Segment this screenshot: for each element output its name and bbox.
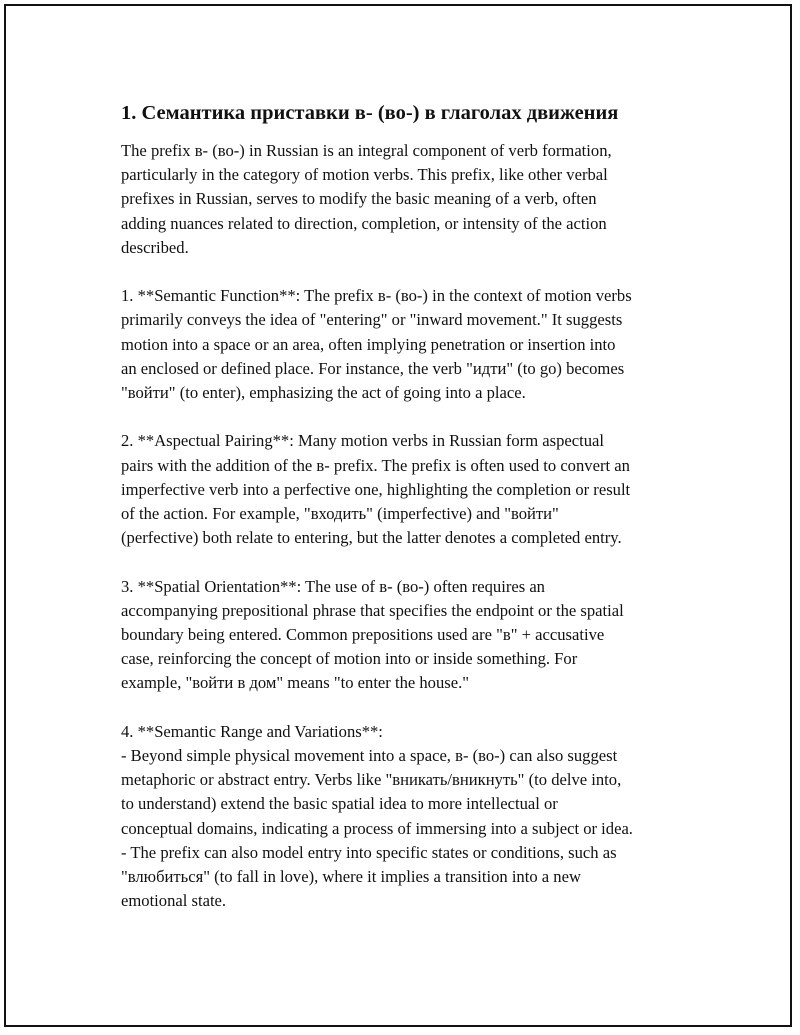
page-frame bbox=[4, 4, 792, 1027]
semantic-range-paragraph: 4. **Semantic Range and Variations**: - Beyond simple physical movement into a space, в- (во-) can also suggest metaphoric or abstract entry. Verbs like "вникать/вникнуть" (to delve into, to understand) extend the basic spatial idea to more intellectual or conceptual domains, indicating a process of immersing into a subject or idea. - The prefix can also model entry into specific states or conditions, such as "влюбиться" (to fall in love), where it implies a transition into a new emotional state. bbox=[121, 721, 633, 911]
semantic-function-paragraph: 1. **Semantic Function**: The prefix в- (во-) in the context of motion verbs primarily conveys the idea of "entering" or "inward movement." It suggests motion into a space or an area, often implying penetration or insertion into an enclosed or defined place. For instance, the verb "идти" (to go) becomes "войти" (to enter), emphasizing the act of going into a place. bbox=[121, 286, 632, 403]
spatial-orientation-paragraph: 3. **Spatial Orientation**: The use of в- (во-) often requires an accompanying prepositional phrase that specifies the endpoint or the spatial boundary being entered. Common prepositions used are "в" + accusative case, reinforcing the concept of motion into or inside something. For example, "войти в дом" means "to enter the house." bbox=[121, 576, 624, 693]
document-title: 1. Семантика приставки в- (во-) в глаголах движения bbox=[121, 102, 619, 124]
document-body bbox=[121, 101, 701, 913]
intro-paragraph: The prefix в- (во-) in Russian is an integral component of verb formation, particularly in the category of motion verbs. This prefix, like other verbal prefixes in Russian, serves to modify the basic meaning of a verb, often adding nuances related to direction, completion, or intensity of the action described. bbox=[121, 141, 612, 257]
aspectual-pairing-paragraph: 2. **Aspectual Pairing**: Many motion verbs in Russian form aspectual pairs with the addition of the в- prefix. The prefix is often used to convert an imperfective verb into a perfective one, highlighting the completion or result of the action. For example, "входить" (imperfective) and "войти" (perfective) both relate to entering, but the latter denotes a completed entry. bbox=[121, 431, 631, 548]
